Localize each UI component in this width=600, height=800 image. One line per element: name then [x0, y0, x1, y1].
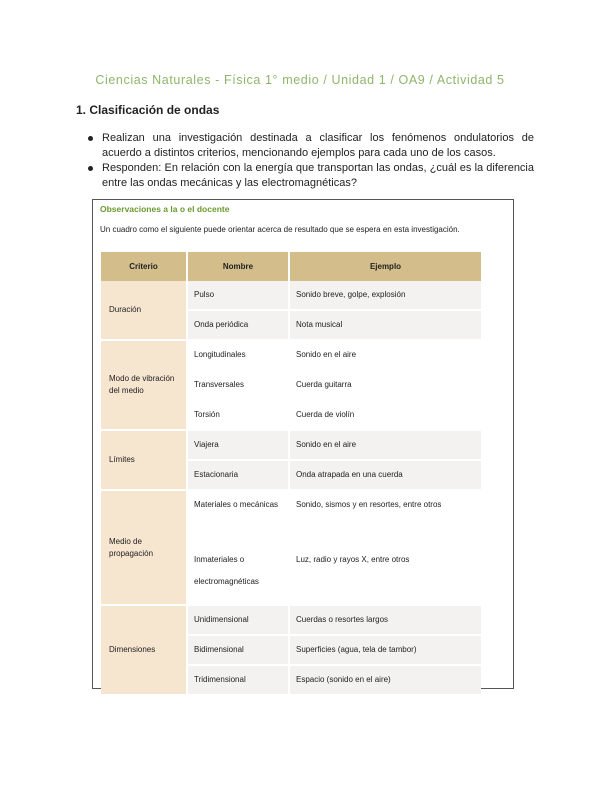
criterio-cell: Duración: [101, 281, 187, 340]
ejemplo-cell: Sonido, sismos y en resortes, entre otros: [289, 490, 481, 546]
page-breadcrumb: Ciencias Naturales - Física 1° medio / Unidad 1 / OA9 / Actividad 5: [95, 73, 505, 87]
ejemplo-cell: Onda atrapada en una cuerda: [289, 460, 481, 490]
list-item: [86, 161, 534, 191]
ejemplo-cell: Nota musical: [289, 310, 481, 340]
nombre-cell: Torsión: [187, 400, 289, 430]
table-header-row: [101, 252, 481, 281]
nombre-cell: Longitudinales: [187, 340, 289, 370]
column-header-ejemplo: Ejemplo: [289, 252, 481, 281]
ejemplo-cell: Espacio (sonido en el aire): [289, 665, 481, 695]
nombre-cell: Materiales o mecánicas: [187, 490, 289, 546]
ejemplo-cell: Superficies (agua, tela de tambor): [289, 635, 481, 665]
nombre-cell: Tridimensional: [187, 665, 289, 695]
nombre-cell: Estacionaria: [187, 460, 289, 490]
table-row: [101, 340, 481, 370]
list-item: [86, 131, 534, 161]
table-row: [101, 490, 481, 546]
ejemplo-cell: Sonido breve, golpe, explosión: [289, 281, 481, 310]
nombre-cell: Bidimensional: [187, 635, 289, 665]
nombre-cell: Pulso: [187, 281, 289, 310]
section-title: 1. Clasificación de ondas: [76, 103, 220, 117]
criterio-cell: Límites: [101, 430, 187, 490]
bullet-icon: [88, 166, 93, 171]
criterio-cell: Dimensiones: [101, 605, 187, 695]
ejemplo-cell: Cuerda guitarra: [289, 370, 481, 400]
criterio-cell: Modo de vibración del medio: [101, 340, 187, 430]
ejemplo-cell: Sonido en el aire: [289, 430, 481, 460]
table-row: [101, 281, 481, 310]
nombre-cell: Inmateriales o electromagnéticas: [187, 546, 289, 605]
table-row: [101, 430, 481, 460]
instructions-list: [86, 131, 534, 191]
nombre-cell: Viajera: [187, 430, 289, 460]
nombre-cell: Onda periódica: [187, 310, 289, 340]
teacher-observations-box: [92, 199, 514, 689]
ejemplo-cell: Luz, radio y rayos X, entre otros: [289, 546, 481, 605]
observations-description: Un cuadro como el siguiente puede orientar acerca de resultado que se espera en esta investigación.: [100, 225, 460, 234]
ejemplo-cell: Sonido en el aire: [289, 340, 481, 370]
observations-title: Observaciones a la o el docente: [100, 204, 230, 214]
instruction-text: Realizan una investigación destinada a clasificar los fenómenos ondulatorios de acuerdo a distintos criterios, mencionando ejemplos para cada uno de los casos.: [102, 132, 534, 159]
instruction-text: Responden: En relación con la energía que transportan las ondas, ¿cuál es la diferencia entre las ondas mecánicas y las electromagnéticas?: [102, 162, 534, 189]
criterio-cell: Medio de propagación: [101, 490, 187, 605]
bullet-icon: [88, 136, 93, 141]
column-header-criterio: Criterio: [101, 252, 187, 281]
nombre-cell: Unidimensional: [187, 605, 289, 635]
ejemplo-cell: Cuerda de violín: [289, 400, 481, 430]
nombre-cell: Transversales: [187, 370, 289, 400]
ejemplo-cell: Cuerdas o resortes largos: [289, 605, 481, 635]
column-header-nombre: Nombre: [187, 252, 289, 281]
table-row: [101, 605, 481, 635]
wave-classification-table: [101, 252, 481, 696]
